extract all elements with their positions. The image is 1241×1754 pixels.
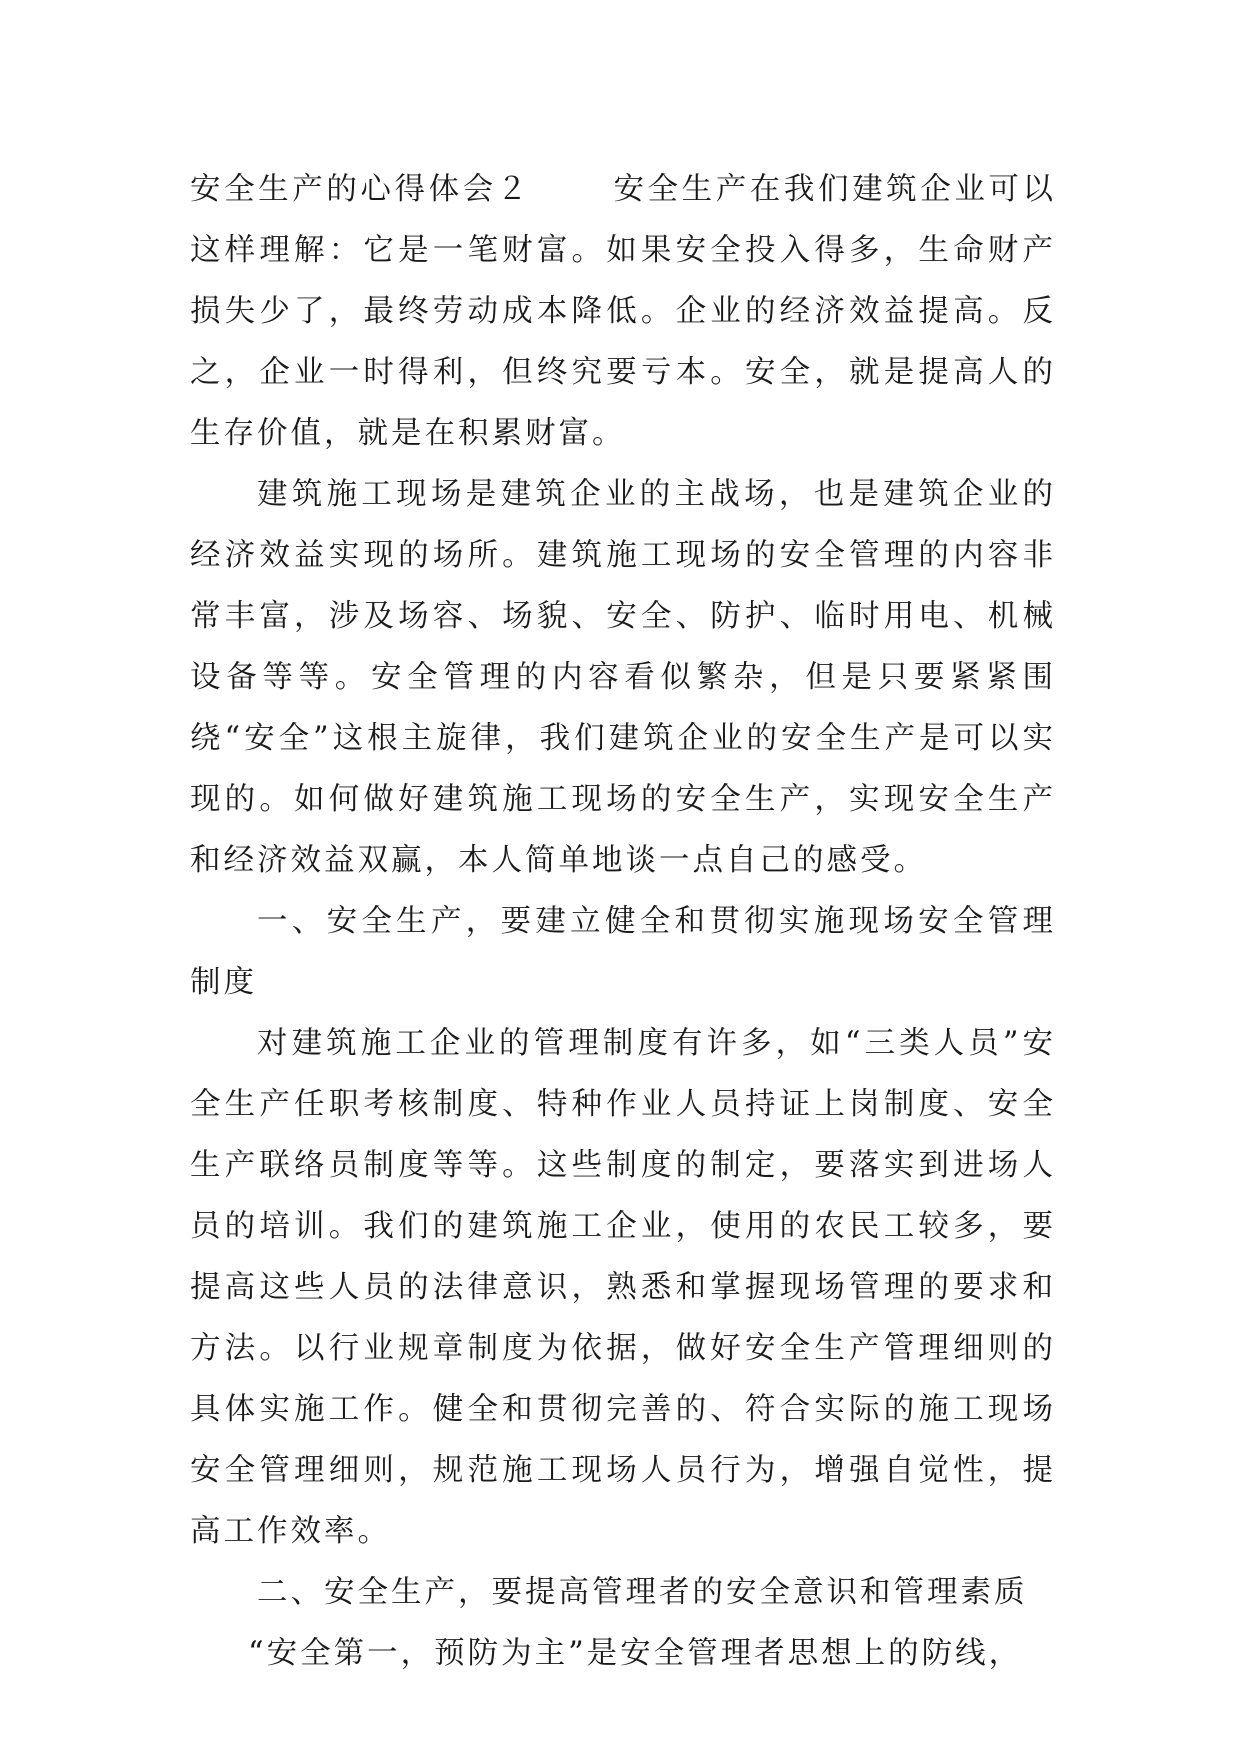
document-body [190, 159, 1056, 1684]
section-heading-one: 一、安全生产，要建立健全和贯彻实施现场安全管理制度 [190, 904, 1056, 1000]
body-paragraph: 对建筑施工企业的管理制度有许多，如“三类人员”安全生产任职考核制度、特种作业人员持证上岗制度、安全生产联络员制度等等。这些制度的制定，要落实到进场人员的培训。我们的建筑施工企业，使用的农民工较多，要提高这些人员的法律意识，熟悉和掌握现场管理的要求和方法。以行业规章制度为依据，做好安全生产管理细则的具体实施工作。健全和贯彻完善的、符合实际的施工现场安全管理细则，规范施工现场人员行为，增强自觉性，提高工作效率。 [190, 1026, 1056, 1549]
intro-text: 安全生产在我们建筑企业可以这样理解：它是一笔财富。如果安全投入得多，生命财产损失少了，最终劳动成本降低。企业的经济效益提高。反之，企业一时得利，但终究要亏本。安全，就是提高人的生存价值，就是在积累财富。 [190, 172, 1057, 451]
opening-paragraph [190, 159, 1056, 464]
section-heading-two: 二、安全生产，要提高管理者的安全意识和管理素质 [257, 1575, 1028, 1610]
body-paragraph: “安全第一，预防为主”是安全管理者思想上的防线， [248, 1636, 1023, 1671]
body-paragraph: 建筑施工现场是建筑企业的主战场，也是建筑企业的经济效益实现的场所。建筑施工现场的安全管理的内容非常丰富，涉及场容、场貌、安全、防护、临时用电、机械设备等等。安全管理的内容看似繁杂，但是只要紧紧围绕“安全”这根主旋律，我们建筑企业的安全生产是可以实现的。如何做好建筑施工现场的安全生产，实现安全生产和经济效益双赢，本人简单地谈一点自己的感受。 [190, 477, 1056, 878]
document-title: 安全生产的心得体会２ [190, 172, 531, 207]
